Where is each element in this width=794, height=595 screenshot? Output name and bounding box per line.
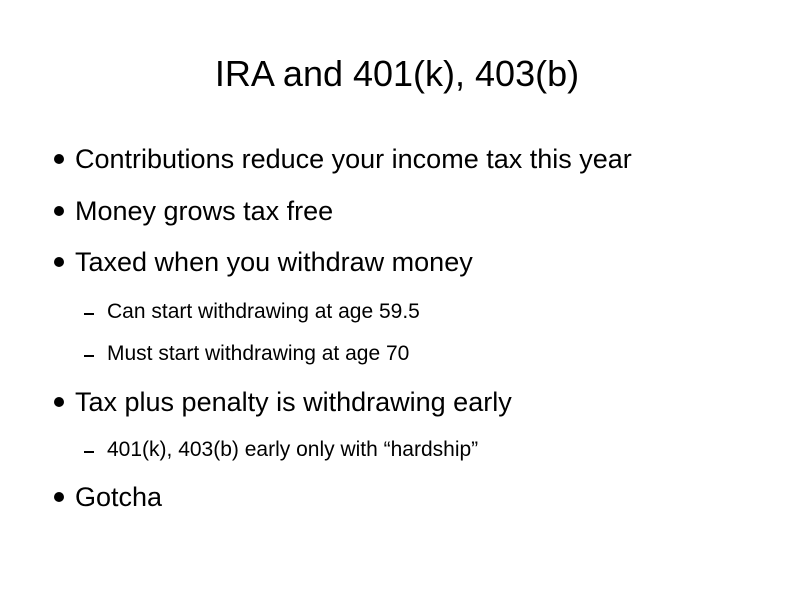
list-item-text: Taxed when you withdraw money (75, 247, 473, 277)
bullet-dash-icon (84, 355, 94, 357)
bullet-dot-icon (54, 206, 64, 216)
list-item-text: Contributions reduce your income tax this year (75, 144, 632, 174)
list-item-text: Tax plus penalty is withdrawing early (75, 387, 512, 417)
list-item-text: Money grows tax free (75, 196, 334, 226)
bullet-dot-icon (54, 154, 64, 164)
bullet-dot-icon (54, 397, 64, 407)
bullet-dot-icon (54, 492, 64, 502)
list-item-text: 401(k), 403(b) early only with “hardship” (107, 438, 479, 461)
list-item-text: Can start withdrawing at age 59.5 (107, 300, 420, 323)
bullet-dash-icon (84, 313, 94, 315)
slide-title: IRA and 401(k), 403(b) (214, 53, 580, 94)
list-item-text: Gotcha (75, 482, 163, 512)
list-item-text: Must start withdrawing at age 70 (107, 342, 410, 365)
bullet-dash-icon (84, 451, 94, 453)
bullet-dot-icon (54, 257, 64, 267)
